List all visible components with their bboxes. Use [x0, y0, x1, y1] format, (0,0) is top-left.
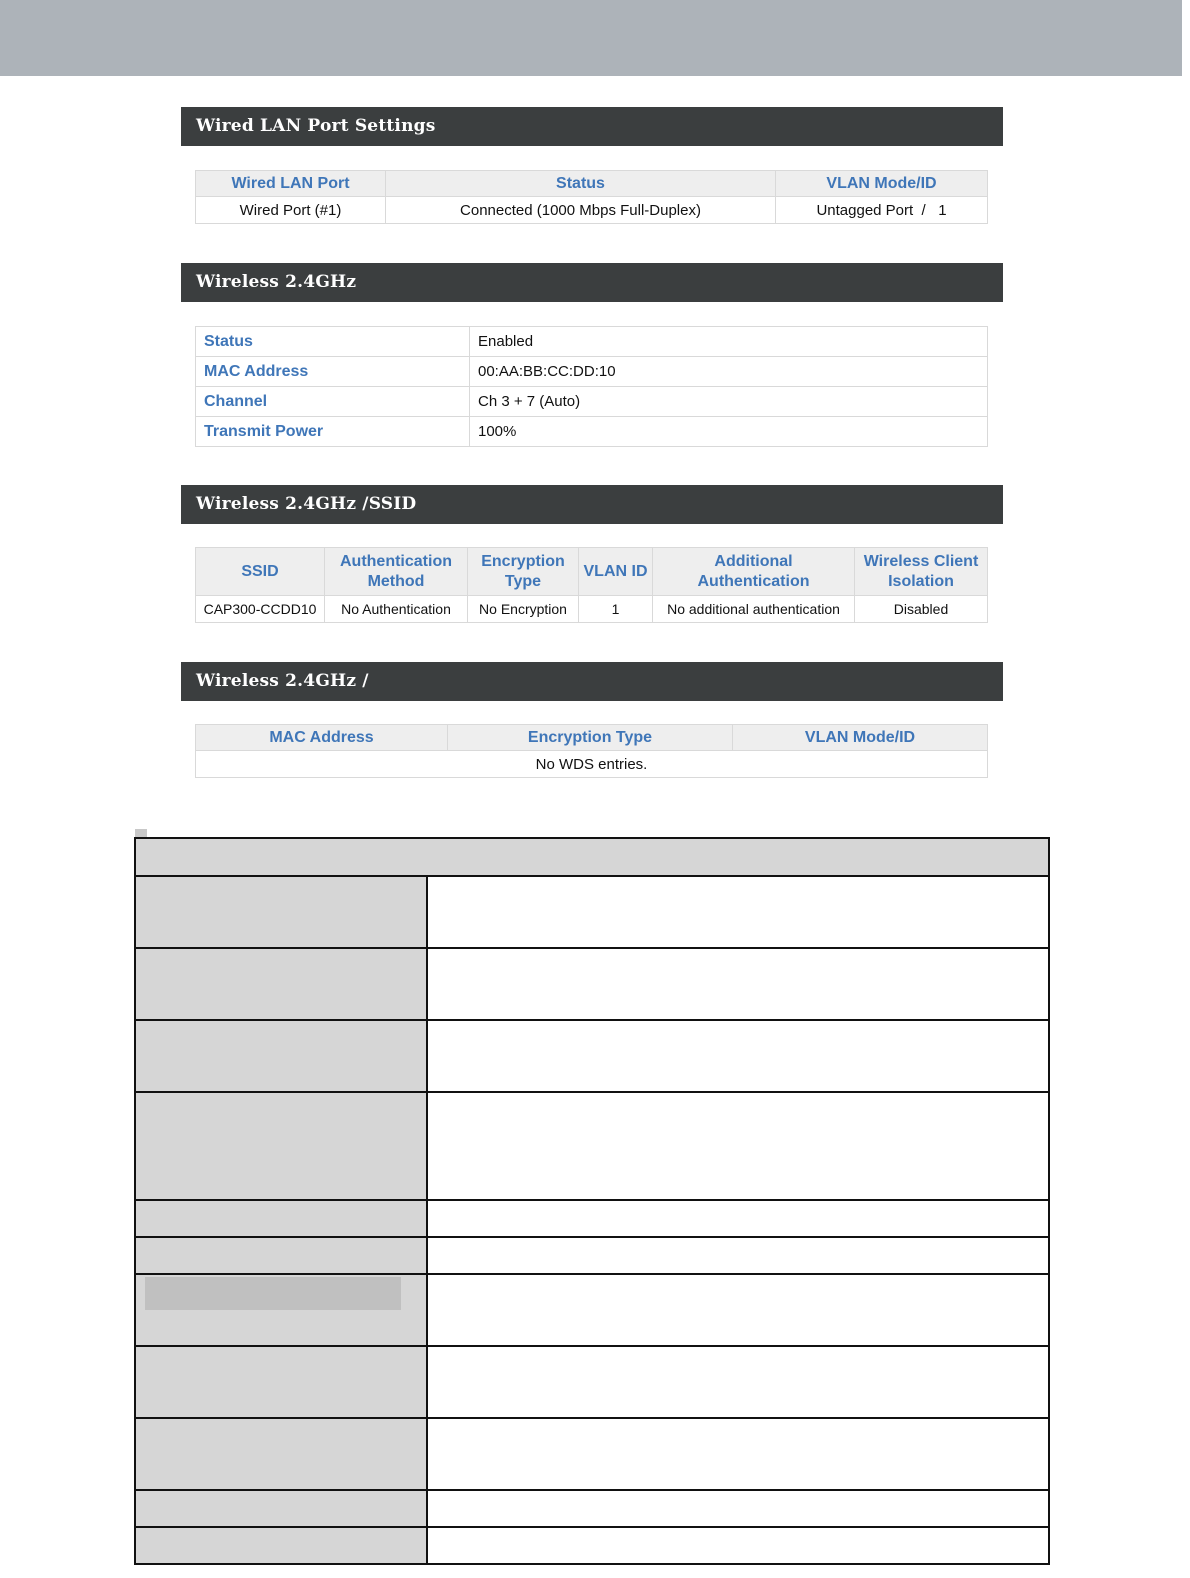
- col-enc-line2: Type: [504, 572, 542, 590]
- vlan-id-cell: 1: [579, 596, 653, 623]
- table-row: [135, 1200, 1049, 1237]
- table-row: [135, 1490, 1049, 1527]
- description-table: [134, 837, 1050, 1565]
- wired-lan-table: [195, 170, 988, 224]
- col-vlan-mode: VLAN Mode/ID: [776, 171, 988, 197]
- status-cell: Connected (1000 Mbps Full-Duplex): [386, 197, 776, 224]
- table-row: [196, 327, 988, 357]
- channel-value: Ch 3 + 7 (Auto): [470, 387, 988, 417]
- table-row: [135, 1346, 1049, 1418]
- table-row: [135, 1092, 1049, 1200]
- col-vlan-id: VLAN ID: [579, 548, 653, 596]
- table-row: [196, 357, 988, 387]
- col-vlan-mode: VLAN Mode/ID: [733, 725, 988, 751]
- table-row: [196, 387, 988, 417]
- table-row: [196, 751, 988, 778]
- status-label: Status: [196, 327, 470, 357]
- channel-label: Channel: [196, 387, 470, 417]
- col-client-isolation: [855, 548, 988, 596]
- col-iso-line2: Isolation: [888, 572, 954, 590]
- col-additional-auth: [653, 548, 855, 596]
- table-row: [196, 197, 988, 224]
- col-auth-line1: Authentication: [340, 552, 452, 570]
- corner-mark: [135, 829, 147, 837]
- encryption-cell: No Encryption: [468, 596, 579, 623]
- table-row: [135, 948, 1049, 1020]
- col-status: Status: [386, 171, 776, 197]
- col-wired-lan-port: Wired LAN Port: [196, 171, 386, 197]
- table-row: [196, 596, 988, 623]
- col-iso-line1: Wireless Client: [863, 552, 979, 570]
- wired-lan-header: Wired LAN Port Settings: [181, 107, 1003, 146]
- col-ssid: SSID: [196, 548, 325, 596]
- wireless-table: [195, 326, 988, 447]
- status-value: Enabled: [470, 327, 988, 357]
- highlight-bar: [145, 1277, 401, 1310]
- ssid-header: Wireless 2.4GHz /SSID: [181, 485, 1003, 524]
- top-banner: [0, 0, 1182, 76]
- ssid-table: [195, 547, 988, 623]
- col-enc-line1: Encryption: [481, 552, 565, 570]
- col-add-line2: Authentication: [697, 572, 810, 590]
- col-mac-address: MAC Address: [196, 725, 448, 751]
- mac-address-value: 00:AA:BB:CC:DD:10: [470, 357, 988, 387]
- col-auth-line2: Method: [367, 572, 425, 590]
- table-row: [135, 1418, 1049, 1490]
- table-row: [135, 1527, 1049, 1564]
- vlan-cell: Untagged Port / 1: [776, 197, 988, 224]
- mac-address-label: MAC Address: [196, 357, 470, 387]
- col-encryption-type: [468, 548, 579, 596]
- table-row: [135, 1020, 1049, 1092]
- col-add-line1: Additional: [714, 552, 793, 570]
- table-row: [135, 876, 1049, 948]
- port-cell: Wired Port (#1): [196, 197, 386, 224]
- transmit-power-value: 100%: [470, 417, 988, 447]
- isolation-cell: Disabled: [855, 596, 988, 623]
- wireless-header: Wireless 2.4GHz: [181, 263, 1003, 302]
- no-entries-cell: No WDS entries.: [196, 751, 988, 778]
- table-row: [196, 417, 988, 447]
- auth-cell: No Authentication: [325, 596, 468, 623]
- wds-header: Wireless 2.4GHz /: [181, 662, 1003, 701]
- table-row: [135, 1237, 1049, 1274]
- transmit-power-label: Transmit Power: [196, 417, 470, 447]
- additional-auth-cell: No additional authentication: [653, 596, 855, 623]
- wds-table: [195, 724, 988, 778]
- description-table-header: [135, 838, 1049, 876]
- col-encryption-type: Encryption Type: [448, 725, 733, 751]
- ssid-cell: CAP300-CCDD10: [196, 596, 325, 623]
- col-auth-method: [325, 548, 468, 596]
